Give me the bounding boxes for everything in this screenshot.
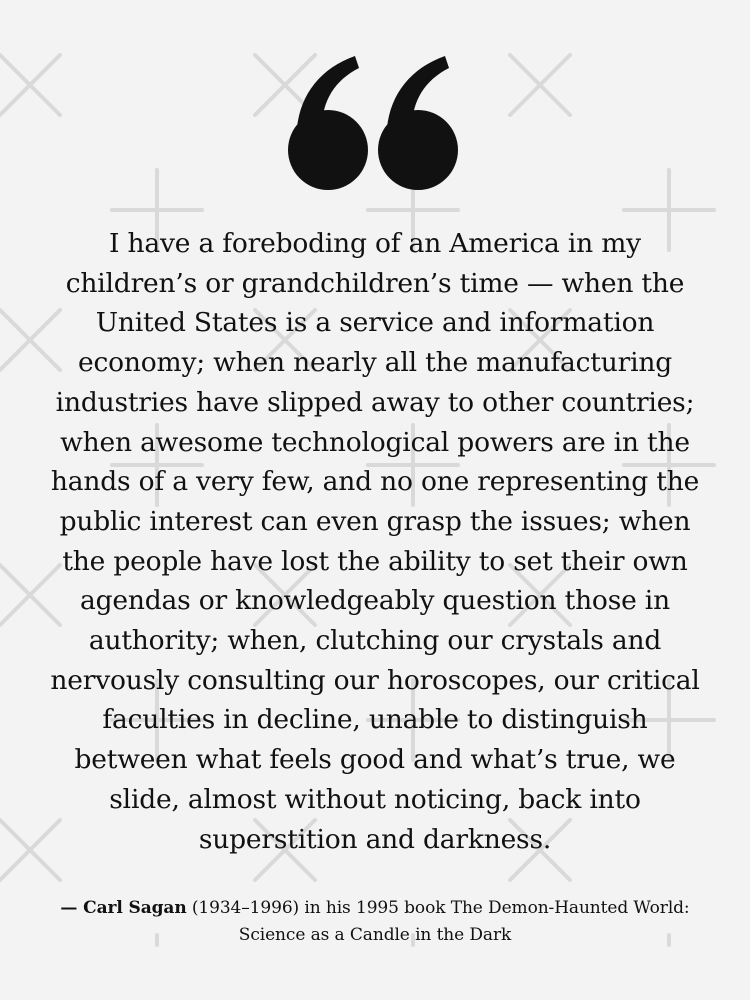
quote-line: industries have slipped away to other countries; <box>55 386 695 418</box>
attribution <box>0 895 750 949</box>
quote-line: I have a foreboding of an America in my <box>109 228 641 259</box>
opening-double-quote-icon <box>285 52 465 192</box>
attribution-line-1 <box>0 895 750 922</box>
quote-line: when awesome technological powers are in the <box>60 426 690 458</box>
quote-line: public interest can even grasp the issues; when <box>59 505 691 537</box>
author-name: Carl Sagan <box>83 898 187 918</box>
quote-line: the people have lost the ability to set their own <box>62 545 688 577</box>
quote-line: superstition and darkness. <box>198 823 552 855</box>
quote-line: United States is a service and information <box>95 307 655 339</box>
quote-line: authority; when, clutching our crystals and <box>88 625 662 657</box>
attribution-details: (1934–1996) in his 1995 book The Demon-Haunted World: <box>186 898 690 918</box>
em-dash: — <box>60 898 84 918</box>
quote-line: nervously consulting our horoscopes, our critical <box>50 664 700 696</box>
quote-body <box>0 224 750 859</box>
quote-line: economy; when nearly all the manufacturing <box>78 347 672 379</box>
quote-line: between what feels good and what’s true, we <box>74 744 676 776</box>
quote-line: hands of a very few, and no one representing the <box>50 466 700 498</box>
quote-line: children’s or grandchildren’s time — when the <box>65 267 685 299</box>
quote-line: slide, almost without noticing, back into <box>109 783 641 815</box>
quote-line: faculties in decline, unable to distinguish <box>102 704 648 736</box>
attribution-line-2: Science as a Candle in the Dark <box>238 925 512 945</box>
quote-line: agendas or knowledgeably question those in <box>80 585 670 617</box>
